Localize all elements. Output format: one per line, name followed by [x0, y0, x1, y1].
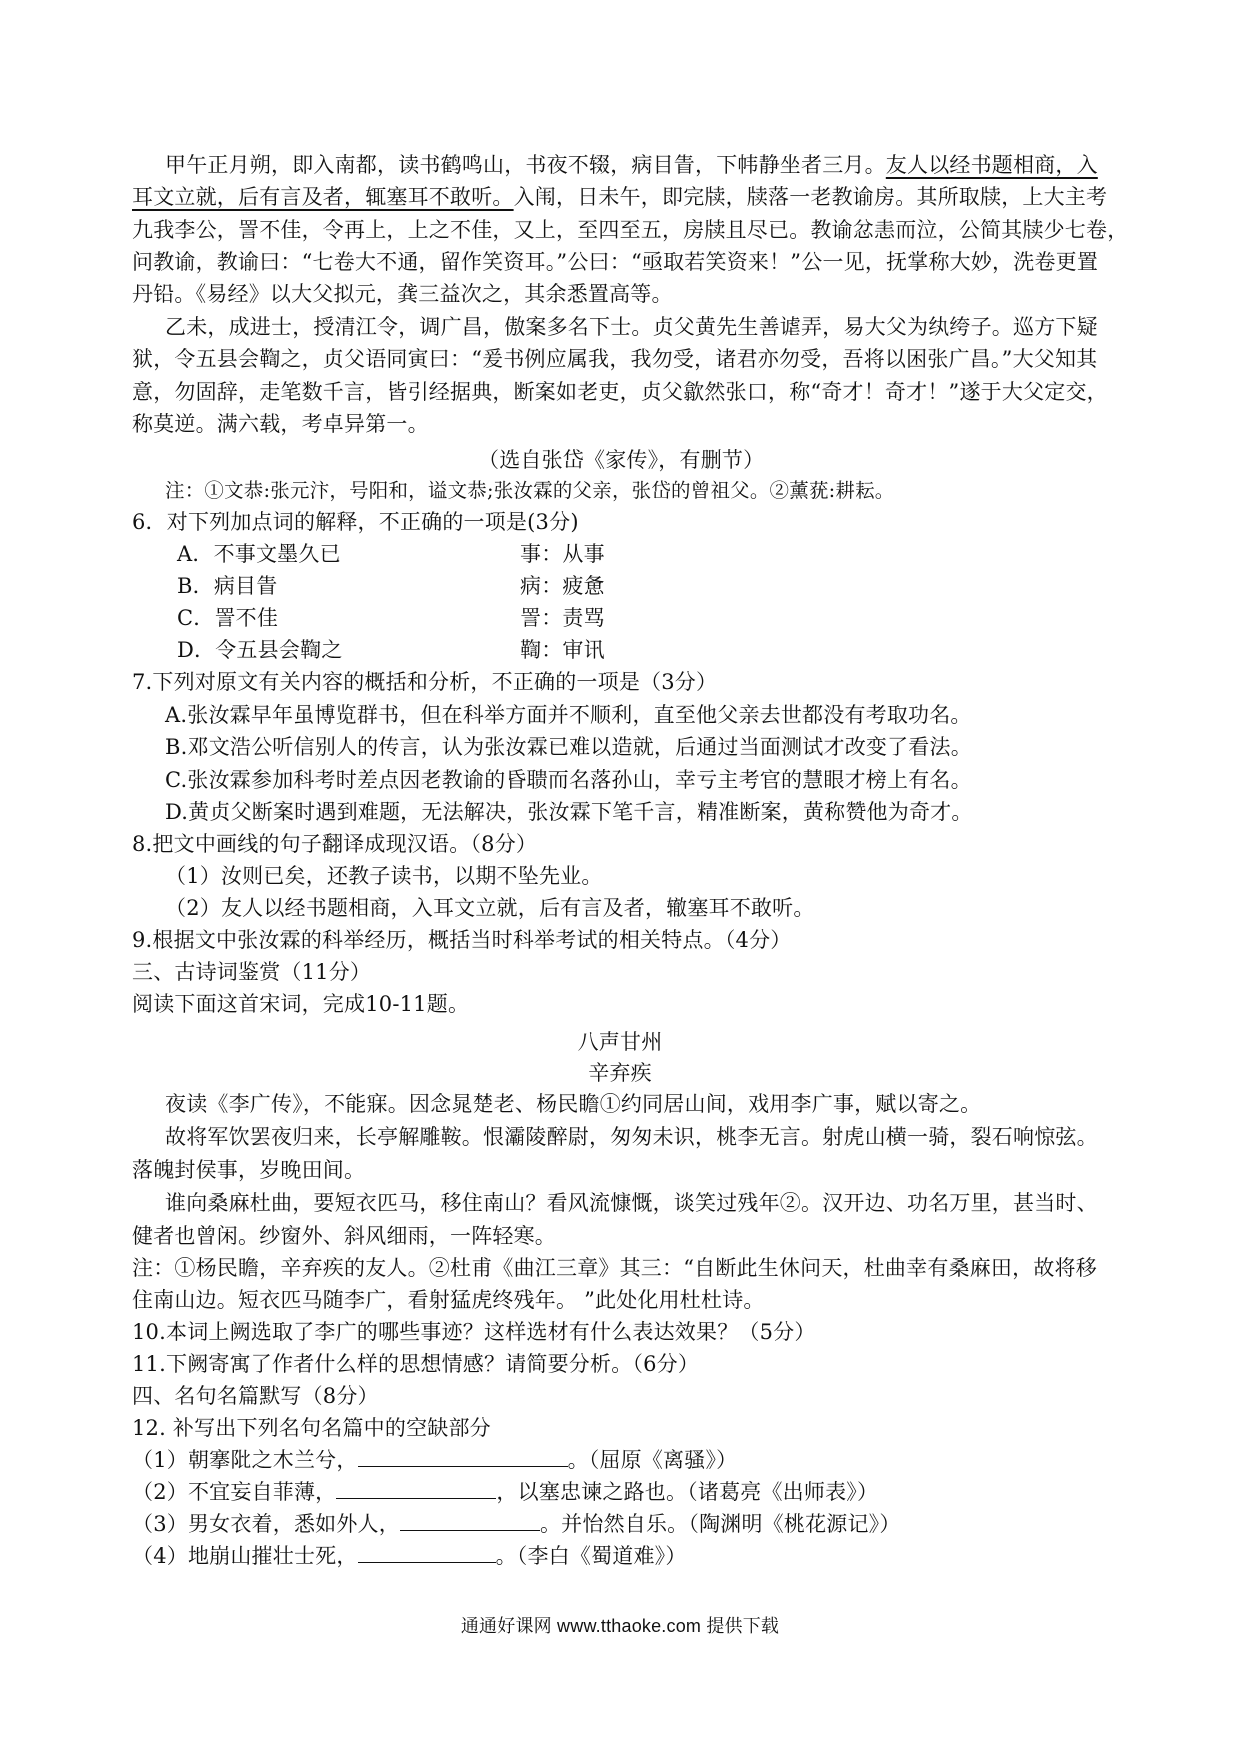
q12-item-4 — [132, 1542, 687, 1570]
answer-blank[interactable] — [358, 1544, 496, 1563]
q6-option-d: D．令五县会鞫之 — [177, 638, 343, 662]
q7-option-c: C.张汝霖参加科考时差点因老教谕的昏聩而名落孙山，幸亏主考官的慧眼才榜上有名。 — [165, 768, 972, 792]
q12-item-text: （3）男女衣着，悉如外人， — [132, 1512, 400, 1536]
q6-option-b: B．病目眚 — [177, 574, 278, 598]
poem-stanza1-line2: 落魄封侯事，岁晚田间。 — [132, 1158, 366, 1182]
poem-preface: 夜读《李广传》，不能寐。因念晁楚老、杨民瞻①约同居山间，戏用李广事，赋以寄之。 — [165, 1092, 982, 1116]
passage-text: 入闱，日未午，即完牍，牍落一老教谕房。其所取牍，上大主考 — [513, 185, 1108, 209]
q12-item-1 — [132, 1446, 737, 1474]
q9-stem: 9.根据文中张汝霖的科举经历，概括当时科举考试的相关特点。（4分） — [132, 928, 792, 952]
q12-item-text: （4）地崩山摧壮士死， — [132, 1544, 358, 1568]
q12-item-2 — [132, 1478, 878, 1506]
q6-option-c: C．詈不佳 — [177, 606, 279, 630]
q12-item-text: （2）不宜妄自菲薄， — [132, 1480, 337, 1504]
q8-stem: 8.把文中画线的句子翻译成现汉语。（8分） — [132, 832, 538, 856]
q7-option-d: D.黄贞父断案时遇到难题，无法解决，张汝霖下笔千言，精准断案，黄称赞他为奇才。 — [165, 800, 973, 824]
q12-item-text: ，以塞忠谏之路也。（诸葛亮《出师表》） — [496, 1480, 879, 1504]
passage-note: 注：①文恭:张元汴，号阳和，谥文恭;张汝霖的父亲，张岱的曾祖父。②薰莸:耕耘。 — [165, 479, 895, 502]
section3-heading: 三、古诗词鉴赏（11分） — [132, 960, 372, 984]
q10-stem: 10.本词上阙选取了李广的哪些事迹？这样选材有什么表达效果？（5分） — [132, 1320, 816, 1344]
q7-option-a: A.张汝霖早年虽博览群书，但在科举方面并不顺利，直至他父亲去世都没有考取功名。 — [165, 703, 972, 727]
passage-p2-line1: 乙未，成进士，授清江令，调广昌，傲案多名下士。贞父黄先生善谑弄，易大父为纨绔子。巡方下疑 — [165, 315, 1098, 339]
q11-stem: 11.下阙寄寓了作者什么样的思想情感？请简要分析。（6分） — [132, 1352, 700, 1376]
q12-item-text: 。（屈原《离骚》） — [567, 1448, 738, 1472]
underlined-sentence: 友人以经书题相商，入 — [885, 153, 1098, 177]
passage-p2-line2: 狱，令五县会鞫之，贞父语同寅曰：“爰书例应属我，我勿受，诸君亦勿受，吾将以困张广昌。”大父知其 — [132, 347, 1098, 371]
q6-option-a-meaning: 事：从事 — [520, 542, 605, 566]
q12-stem: 12. 补写出下列名句名篇中的空缺部分 — [132, 1416, 491, 1440]
q12-item-text: （1）朝搴阰之木兰兮， — [132, 1448, 358, 1472]
poem-stanza2-line1: 谁向桑麻杜曲，要短衣匹马，移住南山？看风流慷慨，谈笑过残年②。汉开边、功名万里，甚当时、 — [165, 1191, 1098, 1215]
passage-p1-line1 — [165, 151, 1098, 179]
underlined-sentence: 耳文立就，后有言及者，辄塞耳不敢听。 — [132, 185, 514, 209]
poem-stanza1-line1: 故将军饮罢夜归来，长亭解雕鞍。恨灞陵醉尉，匆匆未识，桃李无言。射虎山横一骑，裂石响惊弦。 — [165, 1125, 1098, 1149]
poem-stanza2-line2: 健者也曾闲。纱窗外、斜风细雨，一阵轻寒。 — [132, 1224, 556, 1248]
q6-option-d-meaning: 鞫：审讯 — [520, 638, 605, 662]
passage-text: 甲午正月朔，即入南都，读书鹤鸣山，书夜不辍，病目眚，下帏静坐者三月。 — [165, 153, 886, 177]
q6-option-c-meaning: 詈：责骂 — [520, 606, 605, 630]
q8-item-1: （1）汝则已矣，还教子读书，以期不坠先业。 — [165, 864, 603, 888]
q6-option-a: A．不事文墨久已 — [177, 542, 341, 566]
q12-item-text: 。（李白《蜀道难》） — [495, 1544, 687, 1568]
q6-stem: 6．对下列加点词的解释，不正确的一项是(3分) — [132, 510, 579, 534]
q6-option-b-meaning: 病：疲惫 — [520, 574, 605, 598]
passage-p1-line5: 丹铅。《易经》以大父拟元，龚三益次之，其余悉置高等。 — [132, 282, 673, 306]
poem-note-line1: 注：①杨民瞻，辛弃疾的友人。②杜甫《曲江三章》其三：“自断此生休问天，杜曲幸有桑麻田，故将移 — [132, 1256, 1097, 1280]
q8-item-2: （2）友人以经书题相商，入耳文立就，后有言及者，辙塞耳不敢听。 — [165, 896, 815, 920]
q12-item-text: 。并怡然自乐。（陶渊明《桃花源记》） — [539, 1512, 901, 1536]
passage-p1-line4: 问教谕，教谕曰：“七卷大不通，留作笑资耳。”公曰：“亟取若笑资来！”公一见，抚掌称大妙，洗卷更置 — [132, 250, 1099, 274]
q7-stem: 7.下列对原文有关内容的概括和分析，不正确的一项是（3分） — [132, 670, 718, 694]
answer-blank[interactable] — [336, 1480, 496, 1499]
q12-item-3 — [132, 1510, 901, 1538]
passage-p1-line3: 九我李公，詈不佳，令再上，上之不佳，又上，至四至五，房牍且尽已。教谕忿恚而泣，公简其牍少七卷， — [132, 218, 1129, 242]
section4-heading: 四、名句名篇默写（8分） — [132, 1384, 379, 1408]
passage-p1-line2 — [132, 183, 1107, 211]
page-footer: 通通好课网 www.tthaoke.com 提供下载 — [460, 1616, 780, 1636]
poem-note-line2: 住南山边。短衣匹马随李广，看射猛虎终残年。 ”此处化用杜杜诗。 — [132, 1288, 765, 1312]
q7-option-b: B.邓文浩公听信别人的传言，认为张汝霖已难以造就，后通过当面测试才改变了看法。 — [165, 735, 972, 759]
poem-title: 八声甘州 — [577, 1030, 663, 1054]
passage-p2-line3: 意，勿固辞，走笔数千言，皆引经据典，断案如老吏，贞父歙然张口，称“奇才！奇才！”遂于大父定交， — [132, 380, 1108, 404]
answer-blank[interactable] — [358, 1448, 568, 1467]
passage-p2-line4: 称莫逆。满六载，考卓异第一。 — [132, 412, 429, 436]
section3-instruction: 阅读下面这首宋词，完成10-11题。 — [132, 992, 470, 1016]
answer-blank[interactable] — [400, 1512, 540, 1531]
passage-source: （选自张岱《家传》，有删节） — [478, 448, 765, 472]
poem-author: 辛弃疾 — [588, 1061, 652, 1085]
